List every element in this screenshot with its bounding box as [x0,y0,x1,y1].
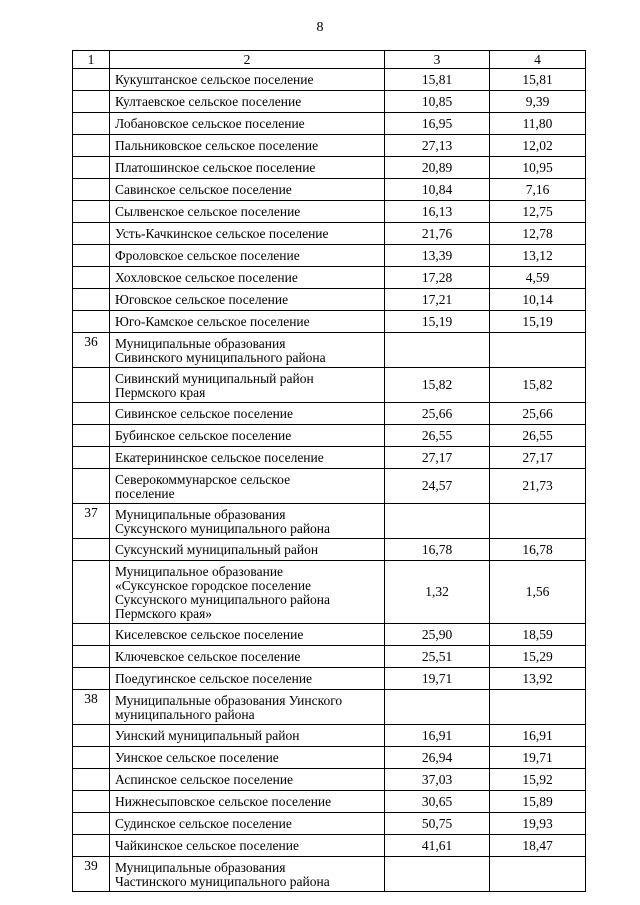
column-header-1: 1 [73,51,110,69]
column-3-value-cell: 19,71 [385,668,490,690]
row-number-cell [73,69,110,91]
municipality-name-cell: Аспинское сельское поселение [110,769,385,791]
municipality-name-cell: Муниципальные образования Частинского муниципального района [110,857,385,892]
column-4-value-cell: 13,92 [490,668,586,690]
column-4-value-cell: 16,91 [490,725,586,747]
municipality-name-cell: Киселевское сельское поселение [110,624,385,646]
column-4-value-cell: 15,81 [490,69,586,91]
row-number-cell [73,791,110,813]
municipality-name-cell: Муниципальные образования Суксунского муниципального района [110,504,385,539]
column-3-value-cell: 20,89 [385,157,490,179]
row-number-cell [73,368,110,403]
municipality-name-cell: Юговское сельское поселение [110,289,385,311]
row-number-cell: 39 [73,857,110,892]
column-3-value-cell [385,690,490,725]
column-3-value-cell: 15,81 [385,69,490,91]
column-3-value-cell: 10,85 [385,91,490,113]
municipality-name-cell: Суксунский муниципальный район [110,539,385,561]
column-3-value-cell: 27,13 [385,135,490,157]
column-4-value-cell: 27,17 [490,447,586,469]
column-4-value-cell [490,504,586,539]
column-3-value-cell: 24,57 [385,469,490,504]
column-4-value-cell: 15,92 [490,769,586,791]
municipality-name-cell: Уинское сельское поселение [110,747,385,769]
column-4-value-cell: 11,80 [490,113,586,135]
municipality-name-cell: Лобановское сельское поселение [110,113,385,135]
row-number-cell [73,725,110,747]
column-3-value-cell: 16,13 [385,201,490,223]
table-row [73,289,586,311]
column-3-value-cell: 21,76 [385,223,490,245]
municipality-name-cell: Муниципальные образования Сивинского муниципального района [110,333,385,368]
row-number-cell [73,813,110,835]
table-row [73,368,586,403]
column-4-value-cell: 15,89 [490,791,586,813]
row-number-cell [73,201,110,223]
municipality-name-cell: Екатерининское сельское поселение [110,447,385,469]
municipality-name-cell: Бубинское сельское поселение [110,425,385,447]
column-3-value-cell: 26,55 [385,425,490,447]
column-4-value-cell: 9,39 [490,91,586,113]
row-number-cell [73,223,110,245]
column-header-2: 2 [110,51,385,69]
table-row [73,91,586,113]
column-4-value-cell: 12,78 [490,223,586,245]
municipality-name-cell: Кукуштанское сельское поселение [110,69,385,91]
municipality-name-cell: Ключевское сельское поселение [110,646,385,668]
table-row [73,504,586,539]
table-row [73,245,586,267]
table-row [73,624,586,646]
column-3-value-cell: 37,03 [385,769,490,791]
municipality-name-cell: Муниципальное образование «Суксунское городское поселение Суксунского муниципального района Пермского края» [110,561,385,624]
table-row [73,747,586,769]
municipality-name-cell: Судинское сельское поселение [110,813,385,835]
column-3-value-cell: 50,75 [385,813,490,835]
row-number-cell [73,245,110,267]
table-row [73,179,586,201]
table-row [73,725,586,747]
table-row [73,223,586,245]
row-number-cell [73,646,110,668]
column-4-value-cell: 18,59 [490,624,586,646]
column-4-value-cell: 10,14 [490,289,586,311]
table-row [73,311,586,333]
column-3-value-cell [385,504,490,539]
row-number-cell [73,447,110,469]
column-4-value-cell: 15,19 [490,311,586,333]
row-number-cell [73,668,110,690]
row-number-cell [73,624,110,646]
row-number-cell [73,311,110,333]
table-header-row [73,51,586,69]
column-3-value-cell [385,333,490,368]
column-3-value-cell: 30,65 [385,791,490,813]
column-3-value-cell: 17,21 [385,289,490,311]
row-number-cell [73,469,110,504]
table-row [73,561,586,624]
municipality-name-cell: Усть-Качкинское сельское поселение [110,223,385,245]
column-3-value-cell: 13,39 [385,245,490,267]
column-4-value-cell: 18,47 [490,835,586,857]
column-3-value-cell: 17,28 [385,267,490,289]
column-4-value-cell: 13,12 [490,245,586,267]
column-4-value-cell: 21,73 [490,469,586,504]
row-number-cell [73,113,110,135]
column-3-value-cell [385,857,490,892]
municipality-name-cell: Сивинский муниципальный район Пермского края [110,368,385,403]
municipality-name-cell: Хохловское сельское поселение [110,267,385,289]
column-4-value-cell [490,333,586,368]
row-number-cell [73,539,110,561]
column-3-value-cell: 26,94 [385,747,490,769]
column-4-value-cell: 7,16 [490,179,586,201]
column-3-value-cell: 25,66 [385,403,490,425]
municipality-name-cell: Пальниковское сельское поселение [110,135,385,157]
municipality-name-cell: Чайкинское сельское поселение [110,835,385,857]
column-4-value-cell: 19,93 [490,813,586,835]
column-3-value-cell: 10,84 [385,179,490,201]
row-number-cell [73,289,110,311]
column-3-value-cell: 41,61 [385,835,490,857]
column-4-value-cell [490,857,586,892]
column-3-value-cell: 15,19 [385,311,490,333]
row-number-cell [73,561,110,624]
column-3-value-cell: 16,91 [385,725,490,747]
table-row [73,646,586,668]
table-row [73,201,586,223]
table-row [73,69,586,91]
page-number: 8 [316,20,324,35]
column-4-value-cell: 12,02 [490,135,586,157]
table-row [73,113,586,135]
column-4-value-cell: 25,66 [490,403,586,425]
municipality-name-cell: Северокоммунарское сельское поселение [110,469,385,504]
column-4-value-cell: 12,75 [490,201,586,223]
column-3-value-cell: 15,82 [385,368,490,403]
row-number-cell: 38 [73,690,110,725]
row-number-cell [73,403,110,425]
column-4-value-cell: 15,29 [490,646,586,668]
table-row [73,690,586,725]
row-number-cell [73,425,110,447]
column-4-value-cell: 4,59 [490,267,586,289]
row-number-cell [73,179,110,201]
column-header-4: 4 [490,51,586,69]
column-4-value-cell: 10,95 [490,157,586,179]
municipality-name-cell: Култаевское сельское поселение [110,91,385,113]
column-4-value-cell: 26,55 [490,425,586,447]
municipality-name-cell: Уинский муниципальный район [110,725,385,747]
column-3-value-cell: 25,90 [385,624,490,646]
table-row [73,333,586,368]
column-4-value-cell: 19,71 [490,747,586,769]
column-3-value-cell: 27,17 [385,447,490,469]
table-row [73,769,586,791]
column-4-value-cell [490,690,586,725]
data-table [72,50,586,892]
column-4-value-cell: 15,82 [490,368,586,403]
table-row [73,403,586,425]
table-row [73,539,586,561]
table-row [73,267,586,289]
column-header-3: 3 [385,51,490,69]
table-row [73,157,586,179]
column-3-value-cell: 16,95 [385,113,490,135]
row-number-cell [73,157,110,179]
table-row [73,791,586,813]
table-row [73,835,586,857]
row-number-cell [73,769,110,791]
table-row [73,135,586,157]
row-number-cell: 37 [73,504,110,539]
municipality-name-cell: Фроловское сельское поселение [110,245,385,267]
municipality-name-cell: Савинское сельское поселение [110,179,385,201]
table-row [73,668,586,690]
row-number-cell [73,135,110,157]
table-row [73,425,586,447]
table-body [73,51,586,892]
column-4-value-cell: 1,56 [490,561,586,624]
table-row [73,813,586,835]
municipality-name-cell: Сылвенское сельское поселение [110,201,385,223]
row-number-cell [73,835,110,857]
table-row [73,447,586,469]
row-number-cell [73,91,110,113]
row-number-cell [73,747,110,769]
row-number-cell: 36 [73,333,110,368]
column-4-value-cell: 16,78 [490,539,586,561]
municipality-name-cell: Платошинское сельское поселение [110,157,385,179]
row-number-cell [73,267,110,289]
column-3-value-cell: 16,78 [385,539,490,561]
municipality-name-cell: Поедугинское сельское поселение [110,668,385,690]
column-3-value-cell: 1,32 [385,561,490,624]
column-3-value-cell: 25,51 [385,646,490,668]
municipality-name-cell: Муниципальные образования Уинского муниципального района [110,690,385,725]
table-row [73,469,586,504]
table-row [73,857,586,892]
municipality-name-cell: Юго-Камское сельское поселение [110,311,385,333]
municipality-name-cell: Сивинское сельское поселение [110,403,385,425]
municipality-name-cell: Нижнесыповское сельское поселение [110,791,385,813]
